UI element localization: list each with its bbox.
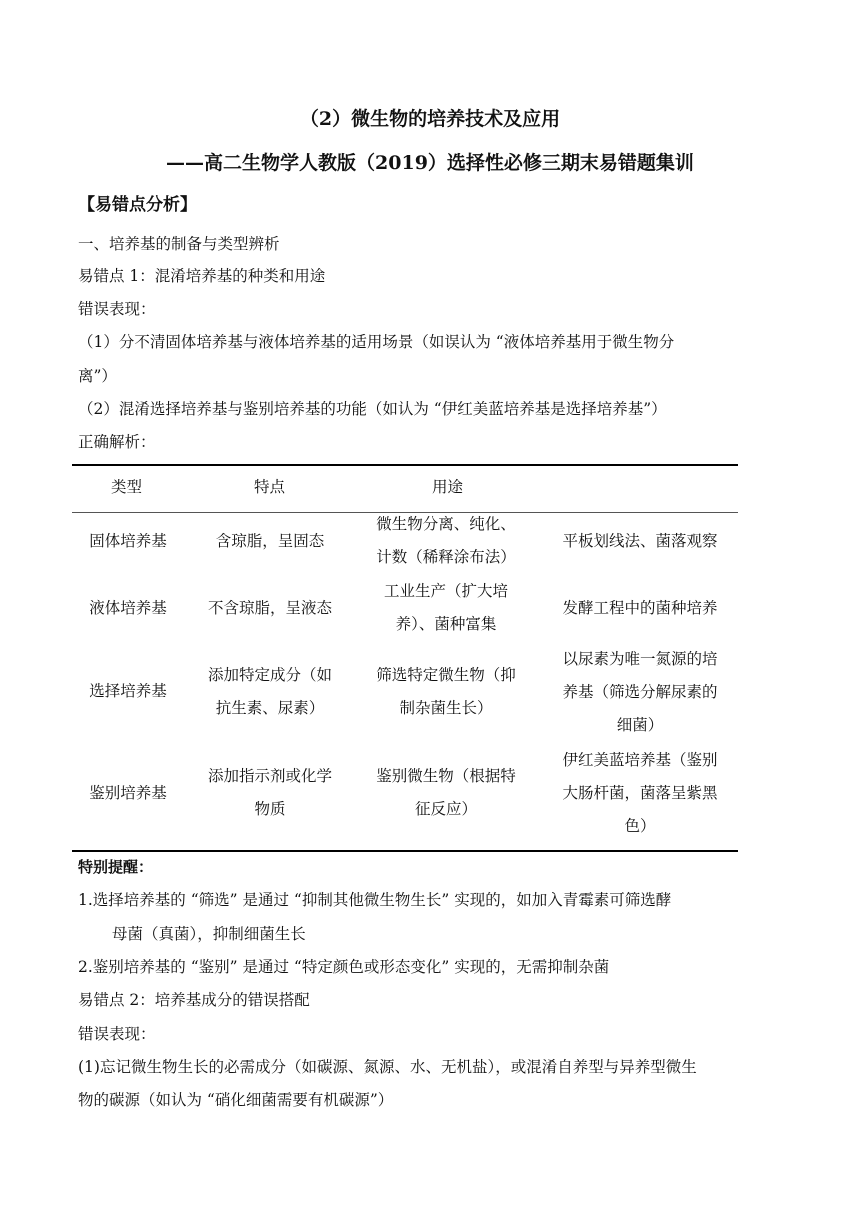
reminder1-line2: 母菌（真菌），抑制细菌生长 xyxy=(112,925,306,943)
cell-type: 液体培养基 xyxy=(89,599,167,617)
cell-example: 发酵工程中的菌种培养 xyxy=(562,599,718,617)
error-label-2: 错误表现： xyxy=(78,1025,156,1043)
table-header-usage: 用途 xyxy=(432,478,464,496)
point1-title: 易错点 1：混淆培养基的种类和用途 xyxy=(78,267,326,285)
cell-type: 选择培养基 xyxy=(89,682,167,700)
section-heading: 【易错点分析】 xyxy=(78,195,197,215)
reminder2: 2.鉴别培养基的 “鉴别” 是通过 “特定颜色或形态变化” 实现的，无需抑制杂菌 xyxy=(78,958,610,976)
cell-feature: 添加指示剂或化学 物质 xyxy=(207,767,332,818)
document-title: （2）微生物的培养技术及应用 xyxy=(299,108,561,130)
table-bottom-rule xyxy=(72,850,738,852)
reminder-label: 特别提醒： xyxy=(78,858,154,876)
point2-title: 易错点 2：培养基成分的错误搭配 xyxy=(78,991,310,1009)
error3-line1: (1)忘记微生物生长的必需成分（如碳源、氮源、水、无机盐），或混淆自养型与异养型微生 xyxy=(78,1058,697,1076)
cell-feature: 不含琼脂，呈液态 xyxy=(207,599,332,617)
cell-type: 鉴别培养基 xyxy=(89,784,167,802)
cell-usage: 筛选特定微生物（抑 制杂菌生长） xyxy=(376,666,516,717)
error-label-1: 错误表现： xyxy=(78,300,156,318)
error3-line2: 物的碳源（如认为 “硝化细菌需要有机碳源”） xyxy=(78,1091,394,1109)
cell-feature: 添加特定成分（如 抗生素、尿素） xyxy=(207,666,332,717)
reminder1-line1: 1.选择培养基的 “筛选” 是通过 “抑制其他微生物生长” 实现的，如加入青霉素可筛选酵 xyxy=(78,891,672,909)
error1-line2: 离”） xyxy=(78,367,117,385)
part1-heading: 一、培养基的制备与类型辨析 xyxy=(78,235,280,253)
cell-example: 伊红美蓝培养基（鉴别 大肠杆菌，菌落呈紫黑 色） xyxy=(562,751,718,835)
table-header-feature: 特点 xyxy=(254,478,286,496)
cell-example: 平板划线法、菌落观察 xyxy=(562,532,718,550)
cell-type: 固体培养基 xyxy=(89,532,167,550)
cell-example: 以尿素为唯一氮源的培 养基（筛选分解尿素的 细菌） xyxy=(562,650,718,734)
error1-line1: （1）分不清固体培养基与液体培养基的适用场景（如误认为 “液体培养基用于微生物分 xyxy=(78,333,675,351)
cell-usage: 工业生产（扩大培 养）、菌种富集 xyxy=(383,582,508,633)
table-top-rule xyxy=(72,464,738,466)
document-subtitle: ——高二生物学人教版（2019）选择性必修三期末易错题集训 xyxy=(166,152,694,174)
cell-usage: 鉴别微生物（根据特 征反应） xyxy=(376,767,516,818)
correct-label: 正确解析： xyxy=(78,433,156,451)
error2-line1: （2）混淆选择培养基与鉴别培养基的功能（如认为 “伊红美蓝培养基是选择培养基”） xyxy=(78,400,667,418)
table-header-type: 类型 xyxy=(111,478,143,496)
cell-usage: 微生物分离、纯化、 计数（稀释涂布法） xyxy=(376,515,516,566)
cell-feature: 含琼脂，呈固态 xyxy=(215,532,325,550)
